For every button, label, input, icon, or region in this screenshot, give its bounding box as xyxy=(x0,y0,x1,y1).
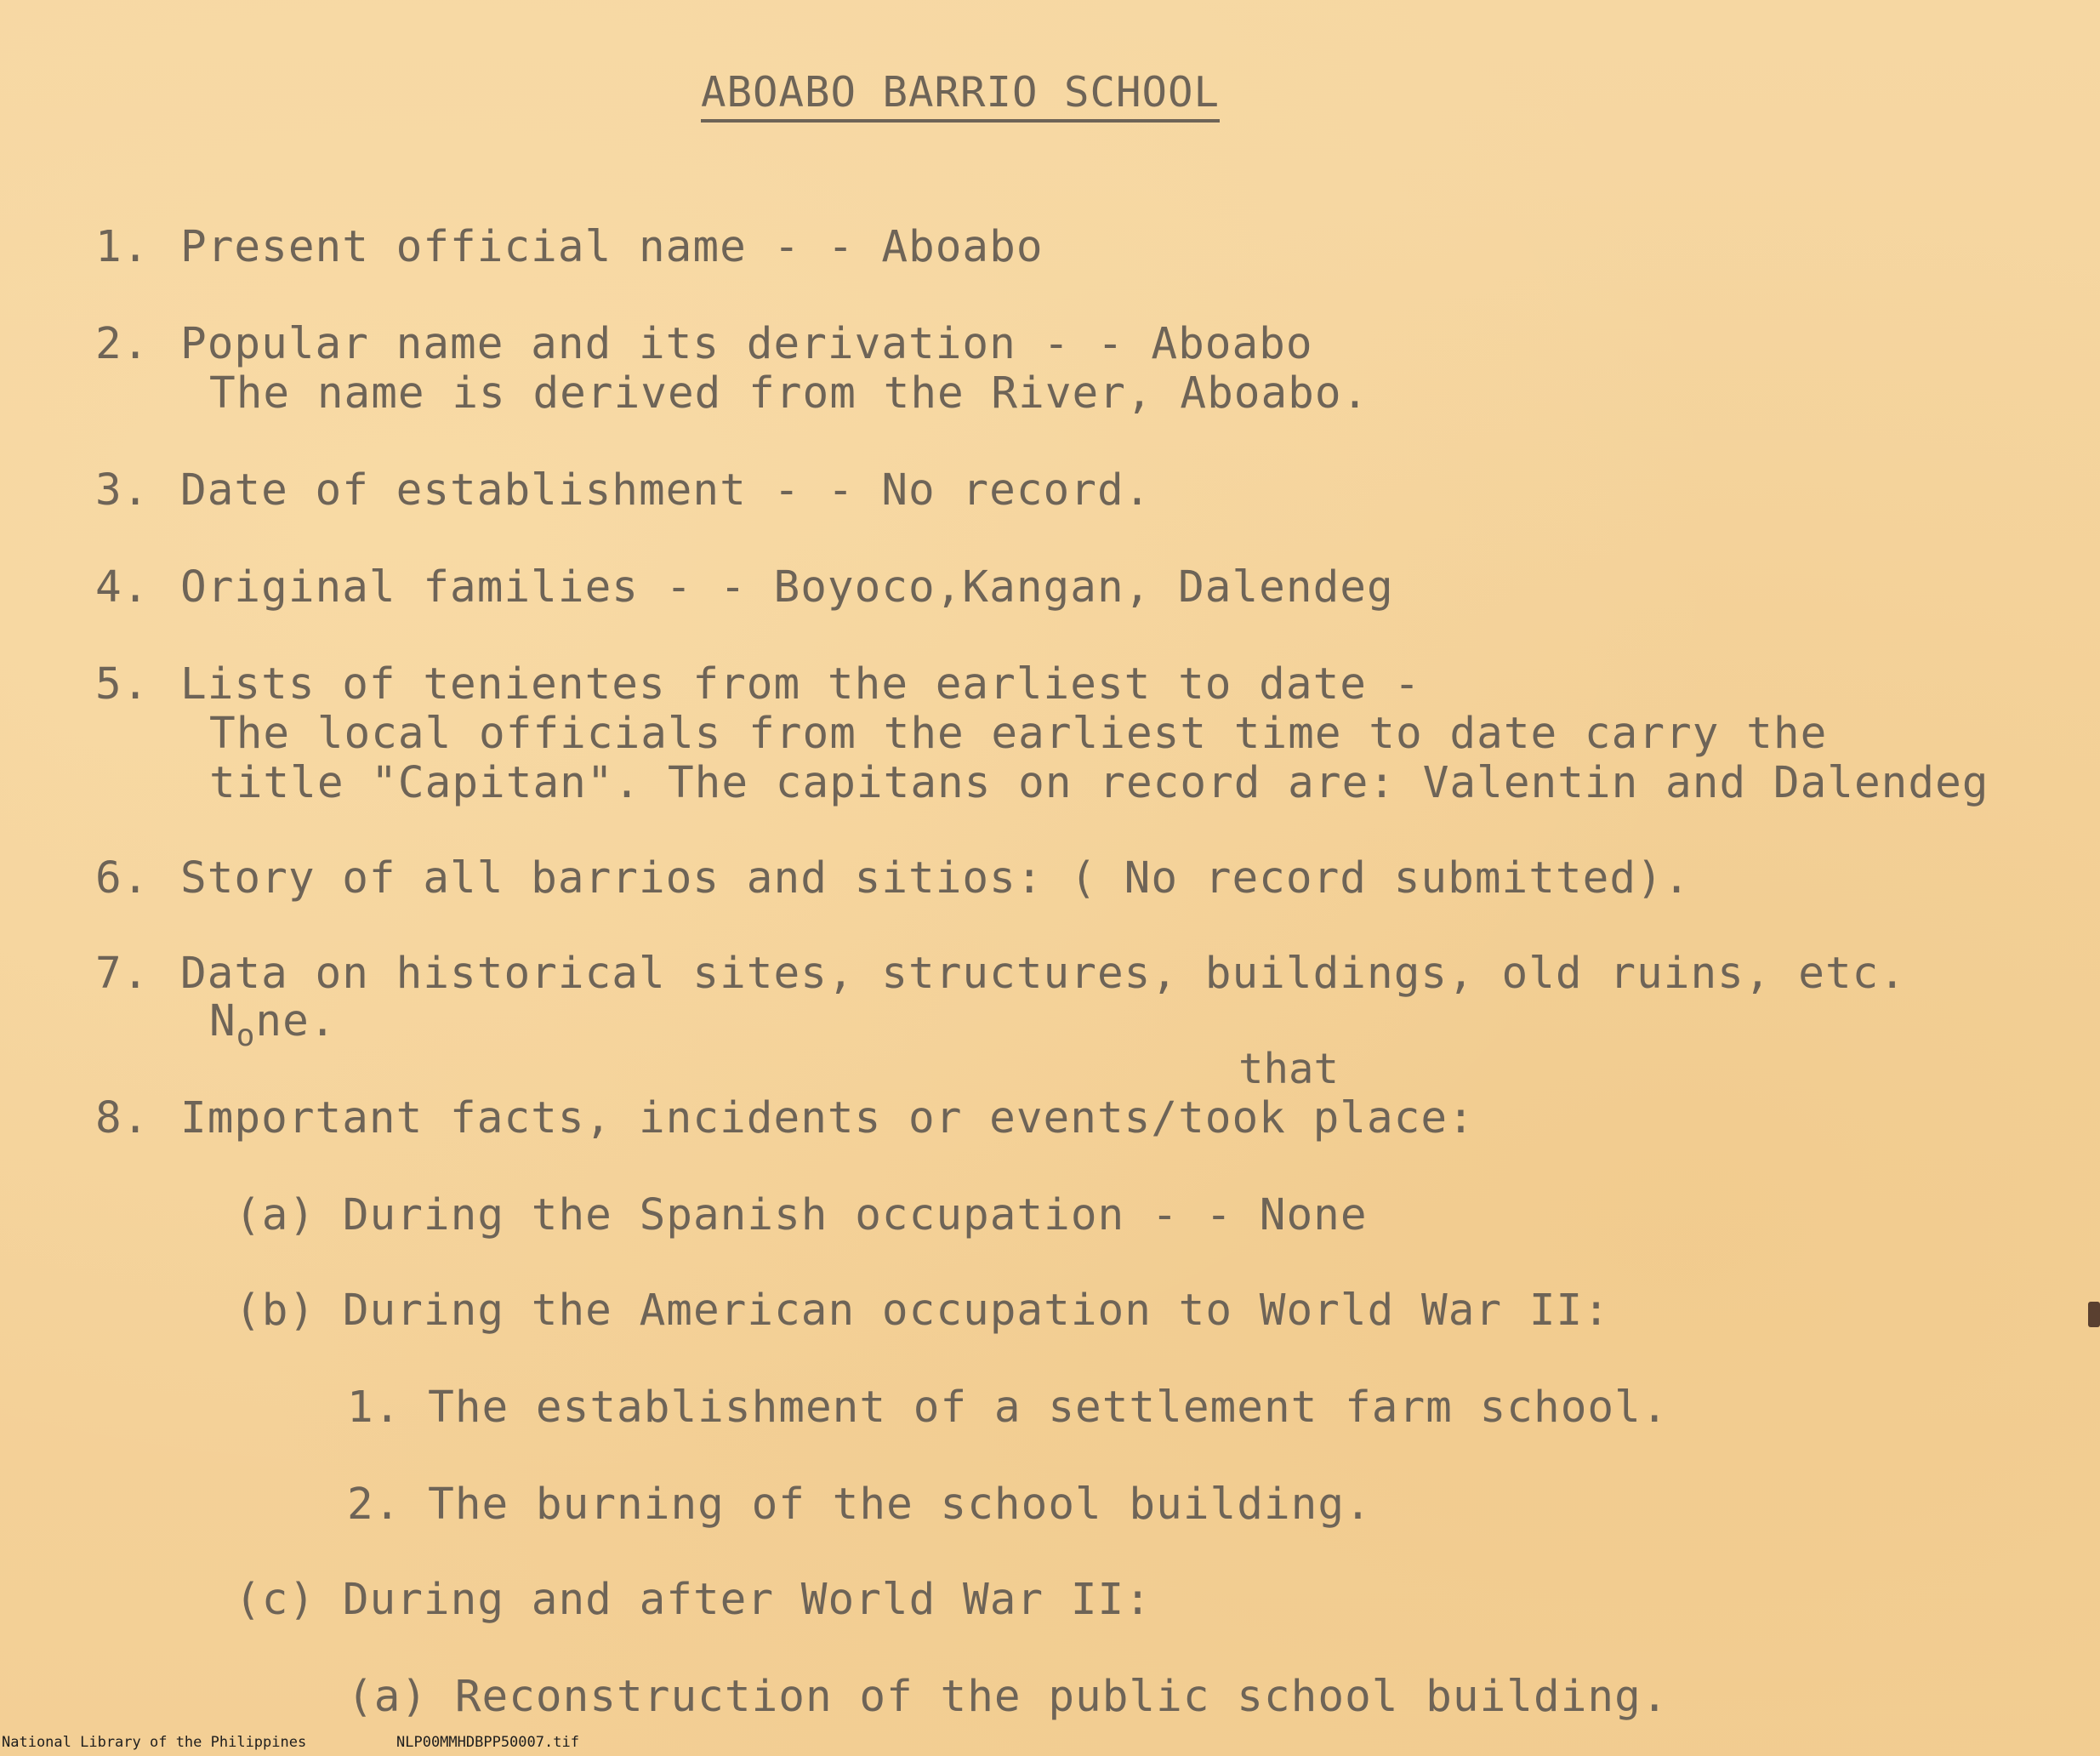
item-number: 3. xyxy=(95,465,150,516)
item-text: Data on historical sites, structures, buildings, old ruins, etc. xyxy=(180,949,1907,999)
item-3 xyxy=(95,466,1151,516)
item-7-continuation xyxy=(209,997,337,1053)
document-title: ABOABO BARRIO SCHOOL xyxy=(701,70,1220,123)
item-text: Story of all barrios and sitios: ( No record submitted). xyxy=(180,853,1691,904)
subitem-c-a: (a) Reconstruction of the public school building. xyxy=(347,1672,1669,1722)
paper-stain xyxy=(2088,1302,2100,1327)
item-5-continuation-2: title "Capitan". The capitans on record are: Valentin and Dalendeg xyxy=(209,758,1989,808)
item-8-inserted-word: that xyxy=(1238,1045,1340,1093)
item-number: 1. xyxy=(95,222,150,272)
footer-library: National Library of the Philippines xyxy=(2,1734,307,1751)
subitem-b-2: 2. The burning of the school building. xyxy=(347,1479,1372,1530)
item-number: 6. xyxy=(95,853,150,904)
item-1 xyxy=(95,223,1044,273)
item-7-cont-subscript: o xyxy=(236,1018,256,1053)
subitem-b: (b) During the American occupation to World War II: xyxy=(235,1286,1610,1336)
item-2 xyxy=(95,320,1313,370)
item-text: Date of establishment - - No record. xyxy=(180,465,1152,516)
item-7-cont-a: N xyxy=(209,996,236,1046)
item-6 xyxy=(95,854,1690,904)
item-8 xyxy=(95,1094,1475,1144)
subitem-c: (c) During and after World War II: xyxy=(235,1575,1152,1625)
item-number: 7. xyxy=(95,949,150,999)
item-7-cont-b: ne. xyxy=(255,996,337,1046)
item-5-continuation-1: The local officials from the earliest time to date carry the xyxy=(209,709,1828,759)
item-number: 8. xyxy=(95,1093,150,1143)
subitem-a: (a) During the Spanish occupation - - None xyxy=(235,1190,1368,1240)
item-text: Lists of tenientes from the earliest to date - xyxy=(180,659,1421,710)
item-number: 2. xyxy=(95,319,150,369)
footer-filename: NLP00MMHDBPP50007.tif xyxy=(396,1734,579,1751)
item-text: Present official name - - Aboabo xyxy=(180,222,1044,272)
item-text: Important facts, incidents or events/took place: xyxy=(180,1093,1475,1143)
item-text: Original families - - Boyoco,Kangan, Dalendeg xyxy=(180,562,1394,613)
item-7 xyxy=(95,949,1906,1000)
item-2-continuation: The name is derived from the River, Aboabo. xyxy=(209,368,1369,419)
item-number: 5. xyxy=(95,659,150,710)
subitem-b-1: 1. The establishment of a settlement farm school. xyxy=(347,1383,1669,1433)
item-5 xyxy=(95,660,1420,710)
item-number: 4. xyxy=(95,562,150,613)
item-text: Popular name and its derivation - - Aboabo xyxy=(180,319,1313,369)
item-4 xyxy=(95,563,1394,613)
